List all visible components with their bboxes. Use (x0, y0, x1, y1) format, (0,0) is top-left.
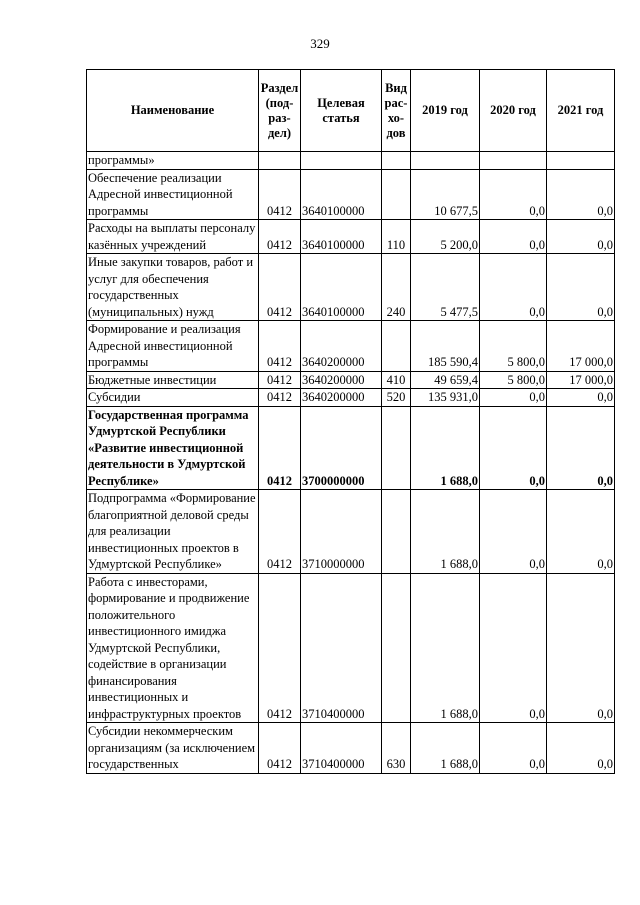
cell-expense-type: 520 (382, 389, 411, 407)
cell-target (301, 152, 382, 170)
cell-2021: 0,0 (547, 389, 615, 407)
cell-name: Формирование и реализация Адресной инвестиционной программы (87, 321, 259, 372)
cell-2021: 17 000,0 (547, 371, 615, 389)
header-target: Целевая статья (301, 70, 382, 152)
cell-name: Расходы на выплаты персоналу казённых учреждений (87, 220, 259, 254)
header-2021: 2021 год (547, 70, 615, 152)
cell-2021: 0,0 (547, 723, 615, 774)
cell-2019: 10 677,5 (411, 169, 480, 220)
cell-target: 3640100000 (301, 220, 382, 254)
table-row (87, 723, 615, 774)
cell-name: Субсидии некоммерческим организациям (за исключением государственных (87, 723, 259, 774)
cell-2021: 0,0 (547, 220, 615, 254)
header-2020: 2020 год (480, 70, 547, 152)
cell-section: 0412 (259, 321, 301, 372)
cell-section: 0412 (259, 371, 301, 389)
cell-section: 0412 (259, 406, 301, 490)
cell-2021: 0,0 (547, 490, 615, 574)
cell-2019: 185 590,4 (411, 321, 480, 372)
cell-expense-type (382, 152, 411, 170)
cell-2021: 0,0 (547, 406, 615, 490)
table-row (87, 573, 615, 723)
cell-target: 3640200000 (301, 389, 382, 407)
cell-2020: 5 800,0 (480, 371, 547, 389)
cell-expense-type (382, 490, 411, 574)
header-2019: 2019 год (411, 70, 480, 152)
cell-name: Иные закупки товаров, работ и услуг для обеспечения государственных (муниципальных) нужд (87, 254, 259, 321)
cell-2021: 0,0 (547, 169, 615, 220)
cell-section: 0412 (259, 254, 301, 321)
cell-target: 3710000000 (301, 490, 382, 574)
cell-name: Бюджетные инвестиции (87, 371, 259, 389)
table-row (87, 321, 615, 372)
cell-section: 0412 (259, 169, 301, 220)
page-number: 329 (310, 36, 330, 51)
cell-section: 0412 (259, 389, 301, 407)
cell-2021 (547, 152, 615, 170)
cell-2020: 0,0 (480, 169, 547, 220)
cell-2020: 5 800,0 (480, 321, 547, 372)
cell-2020: 0,0 (480, 220, 547, 254)
cell-2021: 0,0 (547, 573, 615, 723)
cell-2019: 5 200,0 (411, 220, 480, 254)
cell-expense-type: 110 (382, 220, 411, 254)
cell-2020: 0,0 (480, 389, 547, 407)
cell-name: программы» (87, 152, 259, 170)
table-row (87, 169, 615, 220)
cell-expense-type: 630 (382, 723, 411, 774)
cell-target: 3640100000 (301, 254, 382, 321)
cell-name: Государственная программа Удмуртской Республики «Развитие инвестиционной деятельности в Удмуртской Республике» (87, 406, 259, 490)
cell-2020: 0,0 (480, 723, 547, 774)
cell-expense-type (382, 321, 411, 372)
cell-2019: 1 688,0 (411, 406, 480, 490)
table-row (87, 406, 615, 490)
header-section: Раздел (под-раз-дел) (259, 70, 301, 152)
table-row (87, 254, 615, 321)
cell-target: 3700000000 (301, 406, 382, 490)
cell-expense-type (382, 406, 411, 490)
cell-2021: 0,0 (547, 254, 615, 321)
cell-section: 0412 (259, 723, 301, 774)
cell-section: 0412 (259, 573, 301, 723)
cell-target: 3710400000 (301, 723, 382, 774)
header-name: Наименование (87, 70, 259, 152)
table-row (87, 152, 615, 170)
table-row (87, 371, 615, 389)
cell-section (259, 152, 301, 170)
cell-2020: 0,0 (480, 254, 547, 321)
cell-2019: 135 931,0 (411, 389, 480, 407)
table-row (87, 220, 615, 254)
budget-table (86, 69, 615, 774)
cell-2019: 1 688,0 (411, 490, 480, 574)
cell-2020: 0,0 (480, 490, 547, 574)
cell-2020 (480, 152, 547, 170)
cell-expense-type (382, 573, 411, 723)
header-expense-type: Вид рас-хо-дов (382, 70, 411, 152)
cell-name: Работа с инвесторами, формирование и продвижение положительного инвестиционного имиджа Удмуртской Республики, содействие в организации финансирования инвестиционных и инфраструктурных проектов (87, 573, 259, 723)
cell-2019: 49 659,4 (411, 371, 480, 389)
cell-target: 3710400000 (301, 573, 382, 723)
table-row (87, 389, 615, 407)
cell-name: Подпрограмма «Формирование благоприятной деловой среды для реализации инвестиционных проектов в Удмуртской Республике» (87, 490, 259, 574)
table-header-row (87, 70, 615, 152)
table-row (87, 490, 615, 574)
cell-section: 0412 (259, 490, 301, 574)
cell-2019: 1 688,0 (411, 573, 480, 723)
cell-section: 0412 (259, 220, 301, 254)
cell-expense-type: 240 (382, 254, 411, 321)
cell-2019 (411, 152, 480, 170)
cell-target: 3640200000 (301, 321, 382, 372)
cell-2019: 1 688,0 (411, 723, 480, 774)
cell-expense-type (382, 169, 411, 220)
cell-expense-type: 410 (382, 371, 411, 389)
cell-name: Обеспечение реализации Адресной инвестиционной программы (87, 169, 259, 220)
cell-target: 3640200000 (301, 371, 382, 389)
cell-2021: 17 000,0 (547, 321, 615, 372)
cell-2020: 0,0 (480, 406, 547, 490)
cell-2020: 0,0 (480, 573, 547, 723)
cell-name: Субсидии (87, 389, 259, 407)
cell-2019: 5 477,5 (411, 254, 480, 321)
cell-target: 3640100000 (301, 169, 382, 220)
